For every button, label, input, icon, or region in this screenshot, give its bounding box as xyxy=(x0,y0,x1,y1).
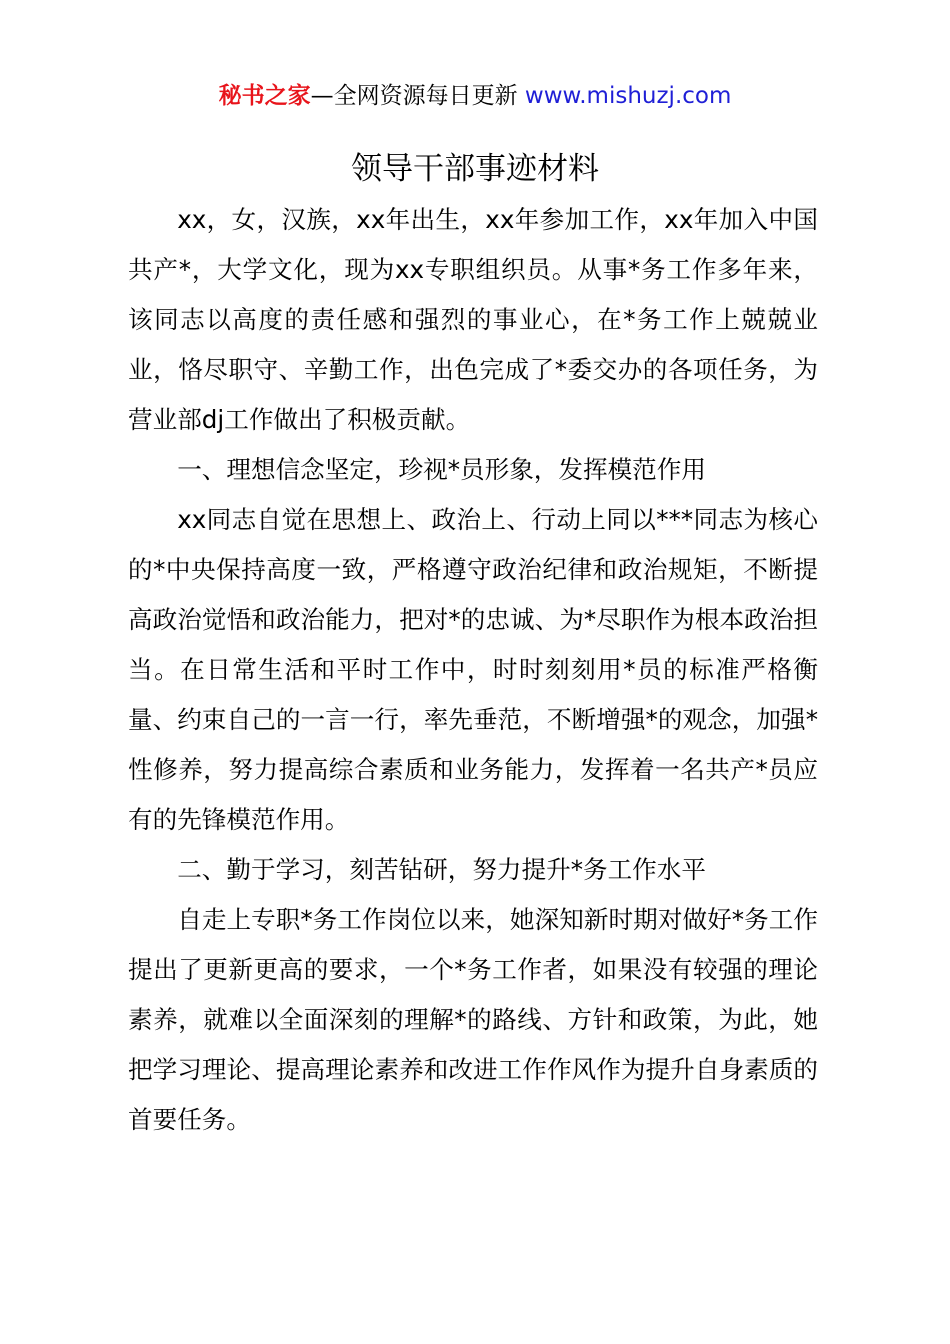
paragraph-section-1: xx同志自觉在思想上、政治上、行动上同以***同志为核心的*中央保持高度一致，严格遵守政治纪律和政治规矩，不断提高政治觉悟和政治能力，把对*的忠诚、为*尽职作为根本政治担当。在日常生活和平时工作中，时时刻刻用*员的标准严格衡量、约束自己的一言一行，率先垂范，不断增强*的观念，加强*性修养，努力提高综合素质和业务能力，发挥着一名共产*员应有的先锋模范作用。 xyxy=(128,505,818,834)
document-body xyxy=(128,195,818,1145)
site-tagline: —全网资源每日更新 xyxy=(310,83,525,109)
document-title: 领导干部事迹材料 xyxy=(351,151,599,187)
section-heading-2: 二、勤于学习，刻苦钻研，努力提升*务工作水平 xyxy=(177,855,706,884)
site-header xyxy=(0,80,950,112)
paragraph-section-2: 自走上专职*务工作岗位以来，她深知新时期对做好*务工作提出了更新更高的要求，一个*务工作者，如果没有较强的理论素养，就难以全面深刻的理解*的路线、方针和政策，为此，她把学习理论、提高理论素养和改进工作作风作为提升自身素质的首要任务。 xyxy=(128,905,818,1134)
section-heading-1: 一、理想信念坚定，珍视*员形象，发挥模范作用 xyxy=(177,455,706,484)
site-url-link[interactable]: www.mishuzj.com xyxy=(524,83,732,109)
paragraph-intro: xx，女，汉族，xx年出生，xx年参加工作，xx年加入中国共产*，大学文化，现为xx专职组织员。从事*务工作多年来，该同志以高度的责任感和强烈的事业心，在*务工作上兢兢业业，恪尽职守、辛勤工作，出色完成了*委交办的各项任务，为营业部dj工作做出了积极贡献。 xyxy=(128,205,818,434)
site-brand: 秘书之家 xyxy=(218,83,311,109)
